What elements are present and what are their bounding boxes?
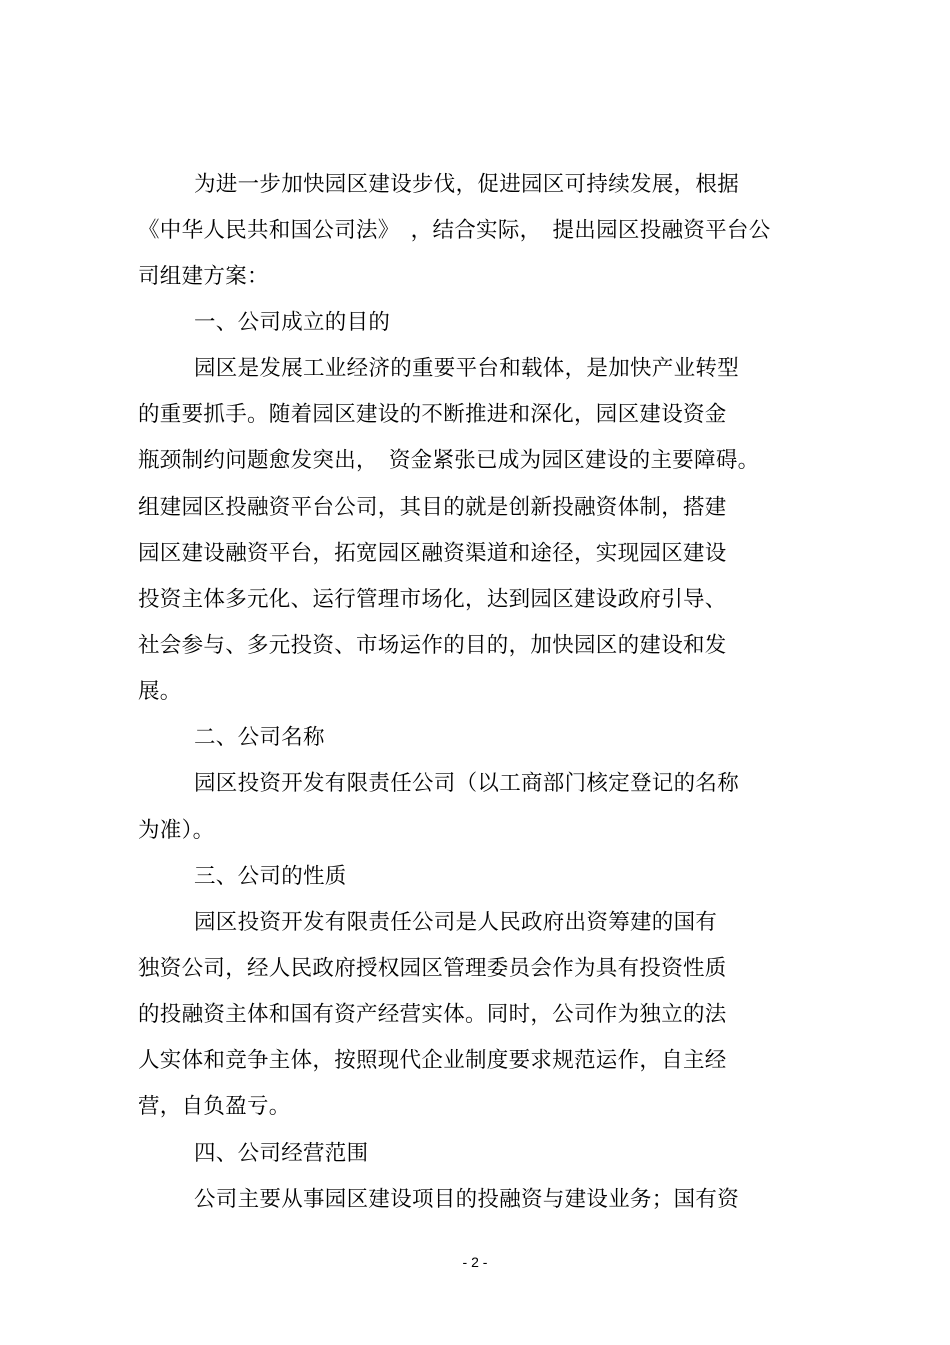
text-line: 园区投资开发有限责任公司是人民政府出资筹建的国有	[194, 910, 718, 935]
text-line: 人实体和竞争主体，按照现代企业制度要求规范运作，自主经	[138, 1048, 727, 1073]
text-line: 为准）。	[138, 818, 215, 843]
text-line: 为进一步加快园区建设步伐，促进园区可持续发展，根据	[194, 172, 740, 197]
text-line: 园区投资开发有限责任公司（以工商部门核定登记的名称	[194, 771, 740, 796]
section-heading: 二、公司名称	[194, 725, 325, 750]
text-line: 营，自负盈亏。	[138, 1094, 291, 1119]
text-line: 园区是发展工业经济的重要平台和载体，是加快产业转型	[194, 356, 740, 381]
section-heading: 四、公司经营范围	[194, 1141, 369, 1166]
text-line: 展。	[138, 679, 182, 704]
text-line: 的重要抓手。随着园区建设的不断推进和深化，园区建设资金	[138, 402, 727, 427]
section-heading: 一、公司成立的目的	[194, 310, 391, 335]
text-line: 公司主要从事园区建设项目的投融资与建设业务；国有资	[194, 1187, 740, 1212]
text-line: 独资公司，经人民政府授权园区管理委员会作为具有投资性质	[138, 956, 727, 981]
text-line: 园区建设融资平台，拓宽园区融资渠道和途径，实现园区建设	[138, 541, 727, 566]
page-number: - 2 -	[462, 1254, 488, 1270]
text-line: 组建园区投融资平台公司，其目的就是创新投融资体制，搭建	[138, 495, 727, 520]
text-line: 司组建方案：	[138, 264, 269, 289]
text-line: 瓶颈制约问题愈发突出， 资金紧张已成为园区建设的主要障碍。	[138, 448, 760, 473]
text-line: 《中华人民共和国公司法》 ，结合实际， 提出园区投融资平台公	[138, 218, 771, 243]
text-line: 社会参与、多元投资、市场运作的目的，加快园区的建设和发	[138, 633, 727, 658]
section-heading: 三、公司的性质	[194, 864, 347, 889]
text-line: 投资主体多元化、运行管理市场化，达到园区建设政府引导、	[138, 587, 727, 612]
text-line: 的投融资主体和国有资产经营实体。同时，公司作为独立的法	[138, 1002, 727, 1027]
